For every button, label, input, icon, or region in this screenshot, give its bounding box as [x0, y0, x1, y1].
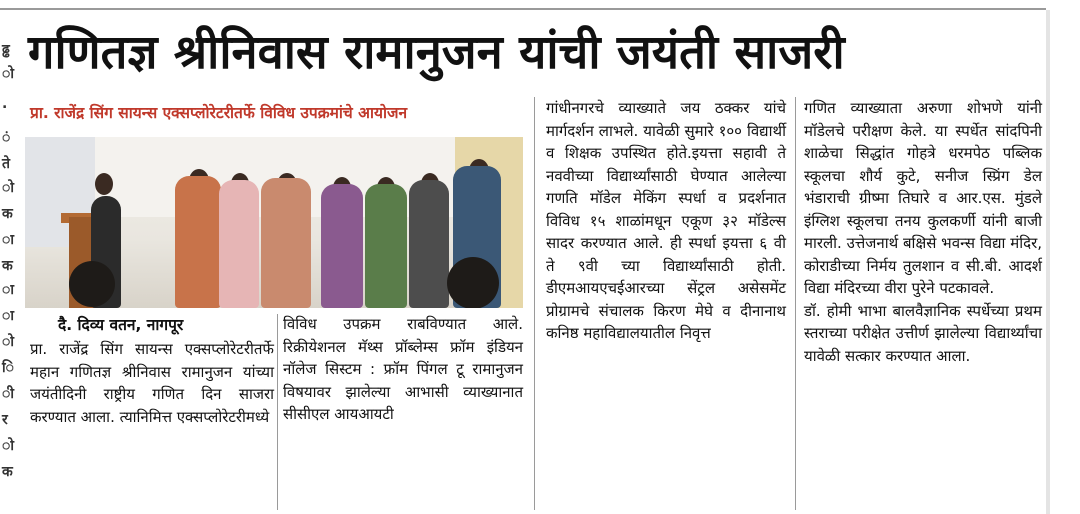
- fragment-char: .: [2, 96, 8, 112]
- event-photo: [25, 137, 523, 308]
- column-divider: [534, 97, 535, 510]
- article-column-3: [546, 97, 786, 345]
- column-text: प्रा. राजेंद्र सिंग सायन्स एक्सप्लोरेटरीतर्फे महान गणितज्ञ श्रीनिवास रामानुजन यांच्या जयंतीदिनी राष्ट्रीय गणित दिन साजरा करण्यात आला. त्यानिमित्त एक्सप्लोरेटरीमध्ये: [30, 340, 274, 426]
- fragment-char: क: [2, 258, 13, 274]
- fragment-char: र: [2, 412, 8, 428]
- fragment-char: ो: [2, 66, 14, 82]
- column-text: डॉ. होमी भाभा बालवैज्ञानिक स्पर्धेच्या प्रथम स्तराच्या परीक्षेत उत्तीर्ण झालेल्या विद्यार्थ्यांचा यावेळी सत्कार करण्यात आला.: [804, 301, 1042, 365]
- column-divider: [795, 97, 796, 510]
- fragment-char: ते: [2, 156, 10, 172]
- fragment-char: क: [2, 206, 13, 222]
- fragment-char: ा: [2, 232, 14, 248]
- fragment-char: ं: [2, 130, 11, 146]
- fragment-char: ी: [2, 386, 14, 402]
- fragment-char: ढ्ढ: [2, 42, 10, 58]
- fragment-char: ो: [2, 180, 14, 196]
- column-text: गांधीनगरचे व्याख्याते जय ठक्कर यांचे मार्गदर्शन लाभले. यावेळी सुमारे १०० विद्यार्थी व शिक्षक उपस्थित होते.इयत्ता सहावी ते नववीच्या विद्यार्थ्यांसाठी घेण्यात आलेल्या गणति मॉडेल मेकिंग स्पर्धा व प्रदर्शनात विविध १५ शाळांमधून एकूण ३२ मॉडेल्स सादर करण्यात आले. ही स्पर्धा इयत्ता ६ वी ते ९वी च्या विद्यार्थ्यांसाठी होती. डीएमआयएचईआरच्या सेंट्रल असेसमेंट प्रोग्रामचे संचालक किरण मेघे व दीनानाथ कनिष्ठ महाविद्यालयातील निवृत्त: [546, 99, 786, 342]
- article-headline: गणितज्ञ श्रीनिवास रामानुजन यांची जयंती साजरी: [28, 25, 845, 80]
- column-divider: [277, 314, 278, 510]
- article-subheadline: प्रा. राजेंद्र सिंग सायन्स एक्सप्लोरेटरीतर्फे विविध उपक्रमांचे आयोजन: [30, 104, 408, 122]
- article-column-4: [804, 97, 1042, 367]
- article-column-1: [30, 338, 274, 428]
- fragment-char: ा: [2, 308, 14, 324]
- news-credit: दै. दिव्य वतन, नागपूर: [58, 316, 184, 334]
- page-edge-shadow: [1046, 10, 1050, 514]
- fragment-char: क: [2, 464, 13, 480]
- page-top-rule: [0, 8, 1046, 10]
- fragment-char: ो: [2, 438, 14, 454]
- fragment-char: ि: [2, 360, 14, 376]
- column-text: विविध उपक्रम राबविण्यात आले. रिक्रीयेशनल मॅथ्स प्रॉब्लेम्स फ्रॉम इंडियन नॉलेज सिस्टम : फ्रॉम पिंगल टू रामानुजन विषयावर झालेल्या आभासी व्याख्यानात सीसीएल आयआयटी: [283, 315, 523, 423]
- article-column-2: [283, 313, 523, 426]
- column-text: गणित व्याख्याता अरुणा शोभणे यांनी मॉडेलचे परीक्षण केले. या स्पर्धेत सांदपिनी शाळेचा सिद्धांत गोहत्रे धरमपेठ पब्लिक स्कूलचा शौर्य कुटे, सनीज स्प्रिंग डेल भंडाराची ग्रीष्मा तिघारे व आर.एस. मुंडले इंग्लिश स्कूलचा तनय कुलकर्णी यांनी बाजी मारली. उत्तेजनार्थ बक्षिसे भवन्स विद्या मंदिर, कोराडीच्या निर्मय तुलशान व सी.बी. आदर्श विद्या मंदिरच्या वीरा पुरेने पटकावले.: [804, 99, 1042, 297]
- fragment-char: ो: [2, 334, 14, 350]
- adjacent-article-fragment: [0, 12, 24, 512]
- fragment-char: ा: [2, 282, 14, 298]
